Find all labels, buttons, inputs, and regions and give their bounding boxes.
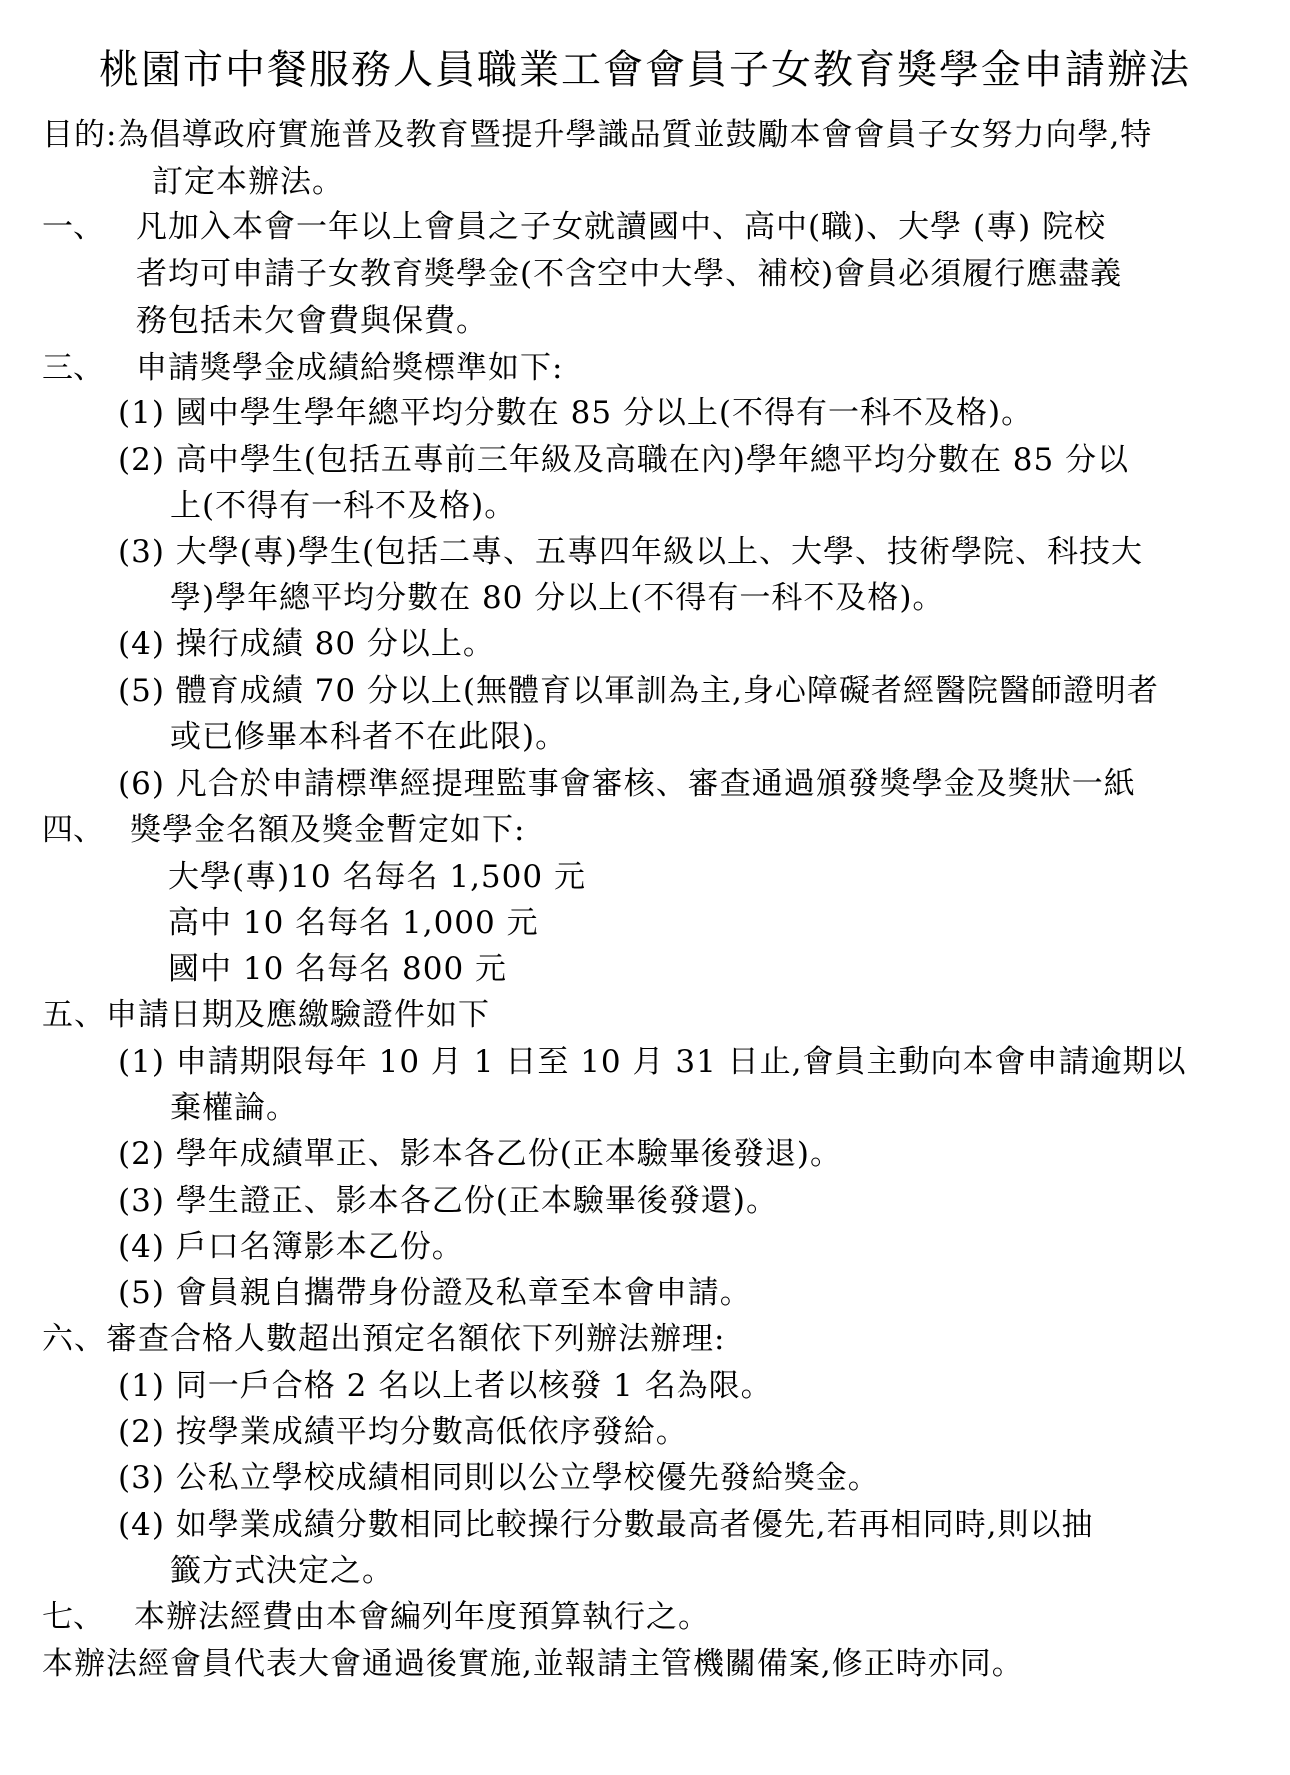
criteria-item: (4) 操行成績 80 分以上。 xyxy=(118,626,495,662)
selection-item: (3) 公私立學校成績相同則以公立學校優先發給獎金。 xyxy=(118,1460,880,1496)
section-1-line: 凡加入本會一年以上會員之子女就讀國中、高中(職)、大學 (專) 院校 xyxy=(136,209,1107,245)
selection-item: (4) 如學業成績分數相同比較操行分數最高者優先,若再相同時,則以抽 xyxy=(118,1507,1094,1543)
purpose-text-cont: 訂定本辦法。 xyxy=(152,164,344,200)
requirement-item: (4) 戶口名簿影本乙份。 xyxy=(118,1229,464,1265)
requirement-item: (1) 申請期限每年 10 月 1 日至 10 月 31 日止,會員主動向本會申請逾期以 xyxy=(118,1044,1187,1080)
section-6-heading: 六、審查合格人數超出預定名額依下列辦法辦理: xyxy=(42,1321,726,1357)
criteria-item: (6) 凡合於申請標準經提理監事會審核、審查通過頒發獎學金及獎狀一紙 xyxy=(118,766,1136,802)
criteria-item-cont: 上(不得有一科不及格)。 xyxy=(170,488,517,524)
requirement-item-cont: 棄權論。 xyxy=(170,1090,298,1126)
requirement-item: (2) 學年成績單正、影本各乙份(正本驗畢後發退)。 xyxy=(118,1136,842,1172)
section-3-marker: 三、 xyxy=(42,350,104,386)
section-7-text: 本辦法經費由本會編列年度預算執行之。 xyxy=(134,1599,710,1635)
section-1-line: 務包括未欠會費與保費。 xyxy=(136,303,488,339)
criteria-item: (3) 大學(專)學生(包括二專、五專四年級以上、大學、技術學院、科技大 xyxy=(118,534,1144,570)
selection-item: (2) 按學業成績平均分數高低依序發給。 xyxy=(118,1414,688,1450)
section-1-line: 者均可申請子女教育獎學金(不含空中大學、補校)會員必須履行應盡義 xyxy=(136,256,1123,292)
section-1-marker: 一、 xyxy=(42,209,104,245)
selection-item-cont: 籤方式決定之。 xyxy=(170,1553,394,1589)
award-line: 大學(專)10 名每名 1,500 元 xyxy=(168,859,586,895)
requirement-item: (5) 會員親自攜帶身份證及私章至本會申請。 xyxy=(118,1275,752,1311)
purpose-text: 目的:為倡導政府實施普及教育暨提升學識品質並鼓勵本會會員子女努力向學,特 xyxy=(42,117,1153,153)
section-5-heading: 五、申請日期及應繳驗證件如下 xyxy=(42,997,490,1033)
selection-item: (1) 同一戶合格 2 名以上者以核發 1 名為限。 xyxy=(118,1368,773,1404)
criteria-item: (1) 國中學生學年總平均分數在 85 分以上(不得有一科不及格)。 xyxy=(118,395,1034,431)
section-4-heading: 獎學金名額及獎金暫定如下: xyxy=(130,812,526,848)
criteria-item-cont: 或已修畢本科者不在此限)。 xyxy=(170,719,568,755)
section-7-marker: 七、 xyxy=(42,1599,104,1635)
section-3-heading: 申請獎學金成績給獎標準如下: xyxy=(136,350,564,386)
closing-text: 本辦法經會員代表大會通過後實施,並報請主管機關備案,修正時亦同。 xyxy=(42,1646,1024,1682)
criteria-item-cont: 學)學年總平均分數在 80 分以上(不得有一科不及格)。 xyxy=(170,580,945,616)
criteria-item: (5) 體育成績 70 分以上(無體育以軍訓為主,身心障礙者經醫院醫師證明者 xyxy=(118,673,1159,709)
award-line: 國中 10 名每名 800 元 xyxy=(168,951,508,987)
requirement-item: (3) 學生證正、影本各乙份(正本驗畢後發還)。 xyxy=(118,1183,778,1219)
document-title: 桃園市中餐服務人員職業工會會員子女教育獎學金申請辦法 xyxy=(99,47,1191,93)
section-4-marker: 四、 xyxy=(42,812,104,848)
award-line: 高中 10 名每名 1,000 元 xyxy=(168,905,539,941)
criteria-item: (2) 高中學生(包括五專前三年級及高職在內)學年總平均分數在 85 分以 xyxy=(118,442,1130,478)
